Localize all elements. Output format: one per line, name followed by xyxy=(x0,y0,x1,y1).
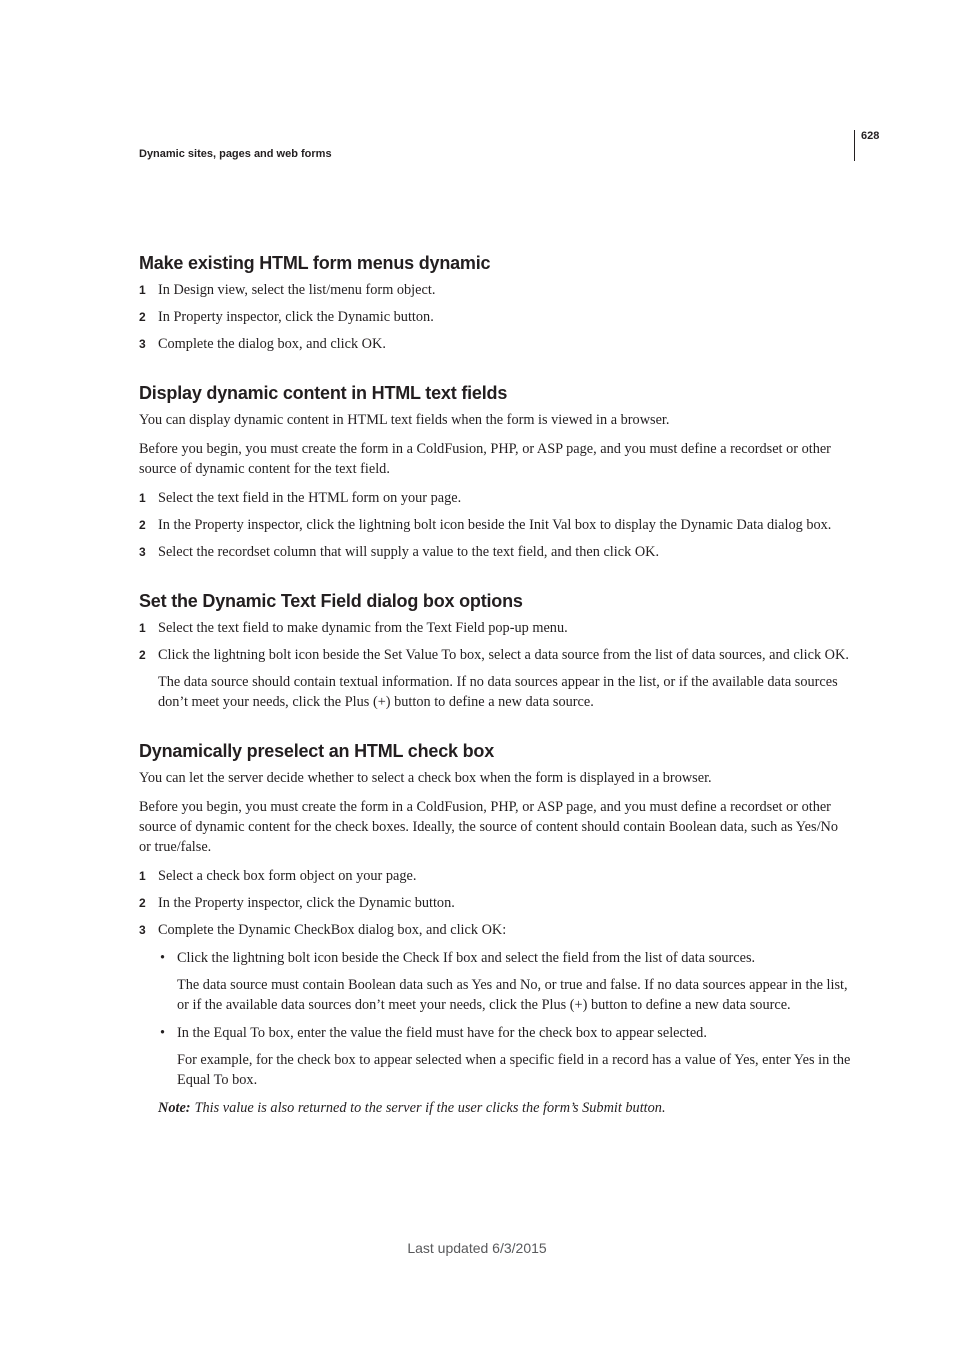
section-heading: Set the Dynamic Text Field dialog box options xyxy=(139,591,523,611)
step-text: In the Property inspector, click the Dynamic button. xyxy=(158,895,455,911)
bullet-text: Click the lightning bolt icon beside the Check If box and select the field from the list of data sources. xyxy=(177,950,756,966)
step-detail: The data source should contain textual information. If no data sources appear in the list, or if the available data sources don’t meet your needs, click the Plus (+) button to define a new data source. xyxy=(158,674,838,710)
bullet-detail: For example, for the check box to appear selected when a specific field in a record has a value of Yes, enter Yes in the Equal To box. xyxy=(177,1052,851,1088)
step-number: 2 xyxy=(139,648,146,662)
step-number: 1 xyxy=(139,283,146,297)
step-number: 1 xyxy=(139,621,146,635)
step-text: Select the text field to make dynamic from the Text Field pop-up menu. xyxy=(158,620,568,636)
main-content xyxy=(139,252,851,1118)
step-number: 1 xyxy=(139,491,146,505)
bullet-marker: • xyxy=(160,950,166,966)
steps-list xyxy=(139,280,851,354)
section-heading: Make existing HTML form menus dynamic xyxy=(139,253,491,273)
step-text: In Design view, select the list/menu form object. xyxy=(158,282,436,298)
step-number: 1 xyxy=(139,869,146,883)
footer-last-updated: Last updated 6/3/2015 xyxy=(407,1240,547,1256)
list-item xyxy=(139,542,851,562)
list-item xyxy=(139,866,851,886)
steps-list xyxy=(139,866,851,1090)
paragraph: Before you begin, you must create the form in a ColdFusion, PHP, or ASP page, and you must define a recordset or other source of dynamic content for the text field. xyxy=(139,441,831,477)
list-item xyxy=(139,515,851,535)
note-label: Note: xyxy=(158,1100,191,1116)
header-divider xyxy=(854,130,855,161)
bullet-detail: The data source must contain Boolean data such as Yes and No, or true and false. If no data sources appear in the list, or if the available data sources don’t meet your needs, click the Plus (+) button to define a new data source. xyxy=(177,977,848,1013)
step-text: Complete the dialog box, and click OK. xyxy=(158,336,386,352)
step-text: In the Property inspector, click the lightning bolt icon beside the Init Val box to display the Dynamic Data dialog box. xyxy=(158,517,832,533)
list-item xyxy=(139,645,851,712)
step-number: 3 xyxy=(139,545,146,559)
step-number: 3 xyxy=(139,337,146,351)
step-text: Click the lightning bolt icon beside the Set Value To box, select a data source from the list of data sources, and click OK. xyxy=(158,647,849,663)
section-heading: Display dynamic content in HTML text fields xyxy=(139,383,508,403)
bullet-list xyxy=(158,948,851,1090)
list-item xyxy=(139,334,851,354)
list-item xyxy=(139,893,851,913)
bullet-item xyxy=(158,1023,851,1090)
list-item xyxy=(139,307,851,327)
paragraph: Before you begin, you must create the form in a ColdFusion, PHP, or ASP page, and you must define a recordset or other source of dynamic content for the check boxes. Ideally, the source of content should contain Boolean data, such as Yes/No or true/false. xyxy=(139,799,839,855)
step-text: Complete the Dynamic CheckBox dialog box, and click OK: xyxy=(158,922,507,938)
section-heading: Dynamically preselect an HTML check box xyxy=(139,741,495,761)
step-number: 2 xyxy=(139,518,146,532)
list-item xyxy=(139,920,851,1090)
steps-list xyxy=(139,488,851,562)
step-text: Select the recordset column that will supply a value to the text field, and then click OK. xyxy=(158,544,660,560)
step-number: 2 xyxy=(139,896,146,910)
step-text: Select the text field in the HTML form on your page. xyxy=(158,490,462,506)
list-item xyxy=(139,488,851,508)
step-text: In Property inspector, click the Dynamic button. xyxy=(158,309,434,325)
running-header: Dynamic sites, pages and web forms xyxy=(139,148,332,160)
steps-list xyxy=(139,618,851,712)
bullet-marker: • xyxy=(160,1025,166,1041)
paragraph: You can display dynamic content in HTML text fields when the form is viewed in a browser. xyxy=(139,412,670,428)
bullet-item xyxy=(158,948,851,1015)
step-number: 3 xyxy=(139,923,146,937)
paragraph: You can let the server decide whether to select a check box when the form is displayed in a browser. xyxy=(139,770,712,786)
list-item xyxy=(139,280,851,300)
note-text: This value is also returned to the server if the user clicks the form’s Submit button. xyxy=(194,1100,666,1116)
step-number: 2 xyxy=(139,310,146,324)
page-number: 628 xyxy=(861,130,880,142)
step-text: Select a check box form object on your page. xyxy=(158,868,417,884)
note xyxy=(139,1098,851,1118)
bullet-text: In the Equal To box, enter the value the field must have for the check box to appear selected. xyxy=(177,1025,707,1041)
list-item xyxy=(139,618,851,638)
